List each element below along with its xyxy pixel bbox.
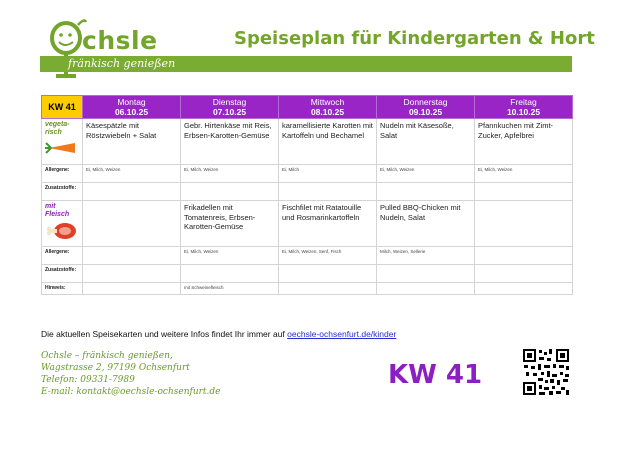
- allergens-cell: [475, 247, 573, 265]
- allergens-label: Allergene:: [42, 247, 83, 265]
- additives-cell: [377, 183, 475, 201]
- dish-cell: [83, 201, 181, 247]
- dish-cell: Fischfilet mit Ratatouille und Rosmarinkartoffeln: [279, 201, 377, 247]
- additives-cell: [475, 183, 573, 201]
- day-name: Freitag: [510, 97, 537, 107]
- allergens-cell: Ei, Milch: [279, 165, 377, 183]
- kinder-link[interactable]: oechsle-ochsenfurt.de/kinder: [287, 329, 397, 339]
- ham-icon: [45, 221, 79, 241]
- hint-row: [42, 283, 573, 295]
- allergens-cell: Ei, Milch, Weizen: [181, 247, 279, 265]
- page-title: Speiseplan für Kindergarten & Hort: [234, 28, 595, 49]
- vegetarian-label-line2: risch: [45, 129, 62, 136]
- hint-cell: [475, 283, 573, 295]
- day-date: 10.10.25: [506, 107, 541, 117]
- allergens-cell: Ei, Milch, Weizen: [83, 165, 181, 183]
- additives-cell: [279, 183, 377, 201]
- address-block: [41, 350, 221, 398]
- dish-cell: Frikadellen mit Tomatenreis, Erbsen-Karotten-Gemüse: [181, 201, 279, 247]
- day-name: Dienstag: [212, 97, 247, 107]
- dish-cell: Pulled BBQ-Chicken mit Nudeln, Salat: [377, 201, 475, 247]
- vegetarian-allergens-row: [42, 165, 573, 183]
- allergens-cell: Ei, Milch, Weizen: [181, 165, 279, 183]
- qr-code-icon[interactable]: [522, 348, 570, 396]
- vegetarian-label: [42, 119, 83, 165]
- carrot-icon: [45, 139, 79, 157]
- brand-tagline: fränkisch genießen: [68, 57, 176, 70]
- brand-name: chsle: [82, 26, 158, 55]
- allergens-cell: Ei, Milch, Weizen, Senf, Fisch: [279, 247, 377, 265]
- additives-cell: [475, 265, 573, 283]
- vegetarian-label-line1: vegeta-: [45, 121, 70, 128]
- table-header-row: [42, 96, 573, 119]
- dish-cell: Pfannkuchen mit Zimt-Zucker, Apfelbrei: [475, 119, 573, 165]
- meat-label: [42, 201, 83, 247]
- allergens-cell: Ei, Milch, Weizen: [377, 165, 475, 183]
- day-name: Mittwoch: [310, 97, 345, 107]
- dish-cell: [475, 201, 573, 247]
- vegetarian-row: [42, 119, 573, 165]
- day-date: 08.10.25: [310, 107, 345, 117]
- day-header: [181, 96, 279, 119]
- meat-row: [42, 201, 573, 247]
- additives-cell: [279, 265, 377, 283]
- day-header: [83, 96, 181, 119]
- dish-cell: Käsespätzle mit Röstzwiebeln + Salat: [83, 119, 181, 165]
- vegetarian-additives-row: [42, 183, 573, 201]
- address-line: Telefon: 09331-7989: [41, 375, 135, 385]
- additives-label: Zusatzstoffe:: [42, 183, 83, 201]
- day-date: 07.10.25: [212, 107, 247, 117]
- hint-cell: mit Schweinefleisch: [181, 283, 279, 295]
- additives-cell: [377, 265, 475, 283]
- meat-label-line1: mit: [45, 203, 56, 210]
- hint-label: Hinweis:: [42, 283, 83, 295]
- day-name: Montag: [117, 97, 146, 107]
- hint-cell: [377, 283, 475, 295]
- day-header: [279, 96, 377, 119]
- allergens-cell: [83, 247, 181, 265]
- day-header: [377, 96, 475, 119]
- menu-table: [41, 95, 573, 295]
- address-line: Wagstrasse 2, 97199 Ochsenfurt: [41, 363, 190, 373]
- day-date: 06.10.25: [114, 107, 149, 117]
- additives-cell: [83, 265, 181, 283]
- address-line: E-mail: kontakt@oechsle-ochsenfurt.de: [41, 387, 221, 397]
- allergens-cell: Ei, Milch, Weizen: [475, 165, 573, 183]
- hint-cell: [83, 283, 181, 295]
- hint-cell: [279, 283, 377, 295]
- dish-cell: Gebr. Hirtenkäse mit Reis, Erbsen-Karotten-Gemüse: [181, 119, 279, 165]
- day-name: Donnerstag: [403, 97, 448, 107]
- additives-cell: [181, 265, 279, 283]
- allergens-label: Allergene:: [42, 165, 83, 183]
- additives-cell: [83, 183, 181, 201]
- meat-label-line2: Fleisch: [45, 211, 70, 218]
- meat-allergens-row: [42, 247, 573, 265]
- week-number-large: KW 41: [388, 360, 483, 390]
- additives-cell: [181, 183, 279, 201]
- additives-label: Zusatzstoffe:: [42, 265, 83, 283]
- address-line: Ochsle – fränkisch genießen,: [41, 351, 173, 361]
- dish-cell: Nudeln mit Käsesoße, Salat: [377, 119, 475, 165]
- allergens-cell: Milch, Weizen, Sellerie: [377, 247, 475, 265]
- week-label: KW 41: [42, 96, 83, 119]
- dish-cell: karamellisierte Karotten mit Kartoffeln und Bechamel: [279, 119, 377, 165]
- info-text: Die aktuellen Speisekarten und weitere Infos findet Ihr immer auf: [41, 329, 288, 339]
- meat-additives-row: [42, 265, 573, 283]
- info-line: [41, 329, 396, 339]
- day-date: 09.10.25: [408, 107, 443, 117]
- day-header: [475, 96, 573, 119]
